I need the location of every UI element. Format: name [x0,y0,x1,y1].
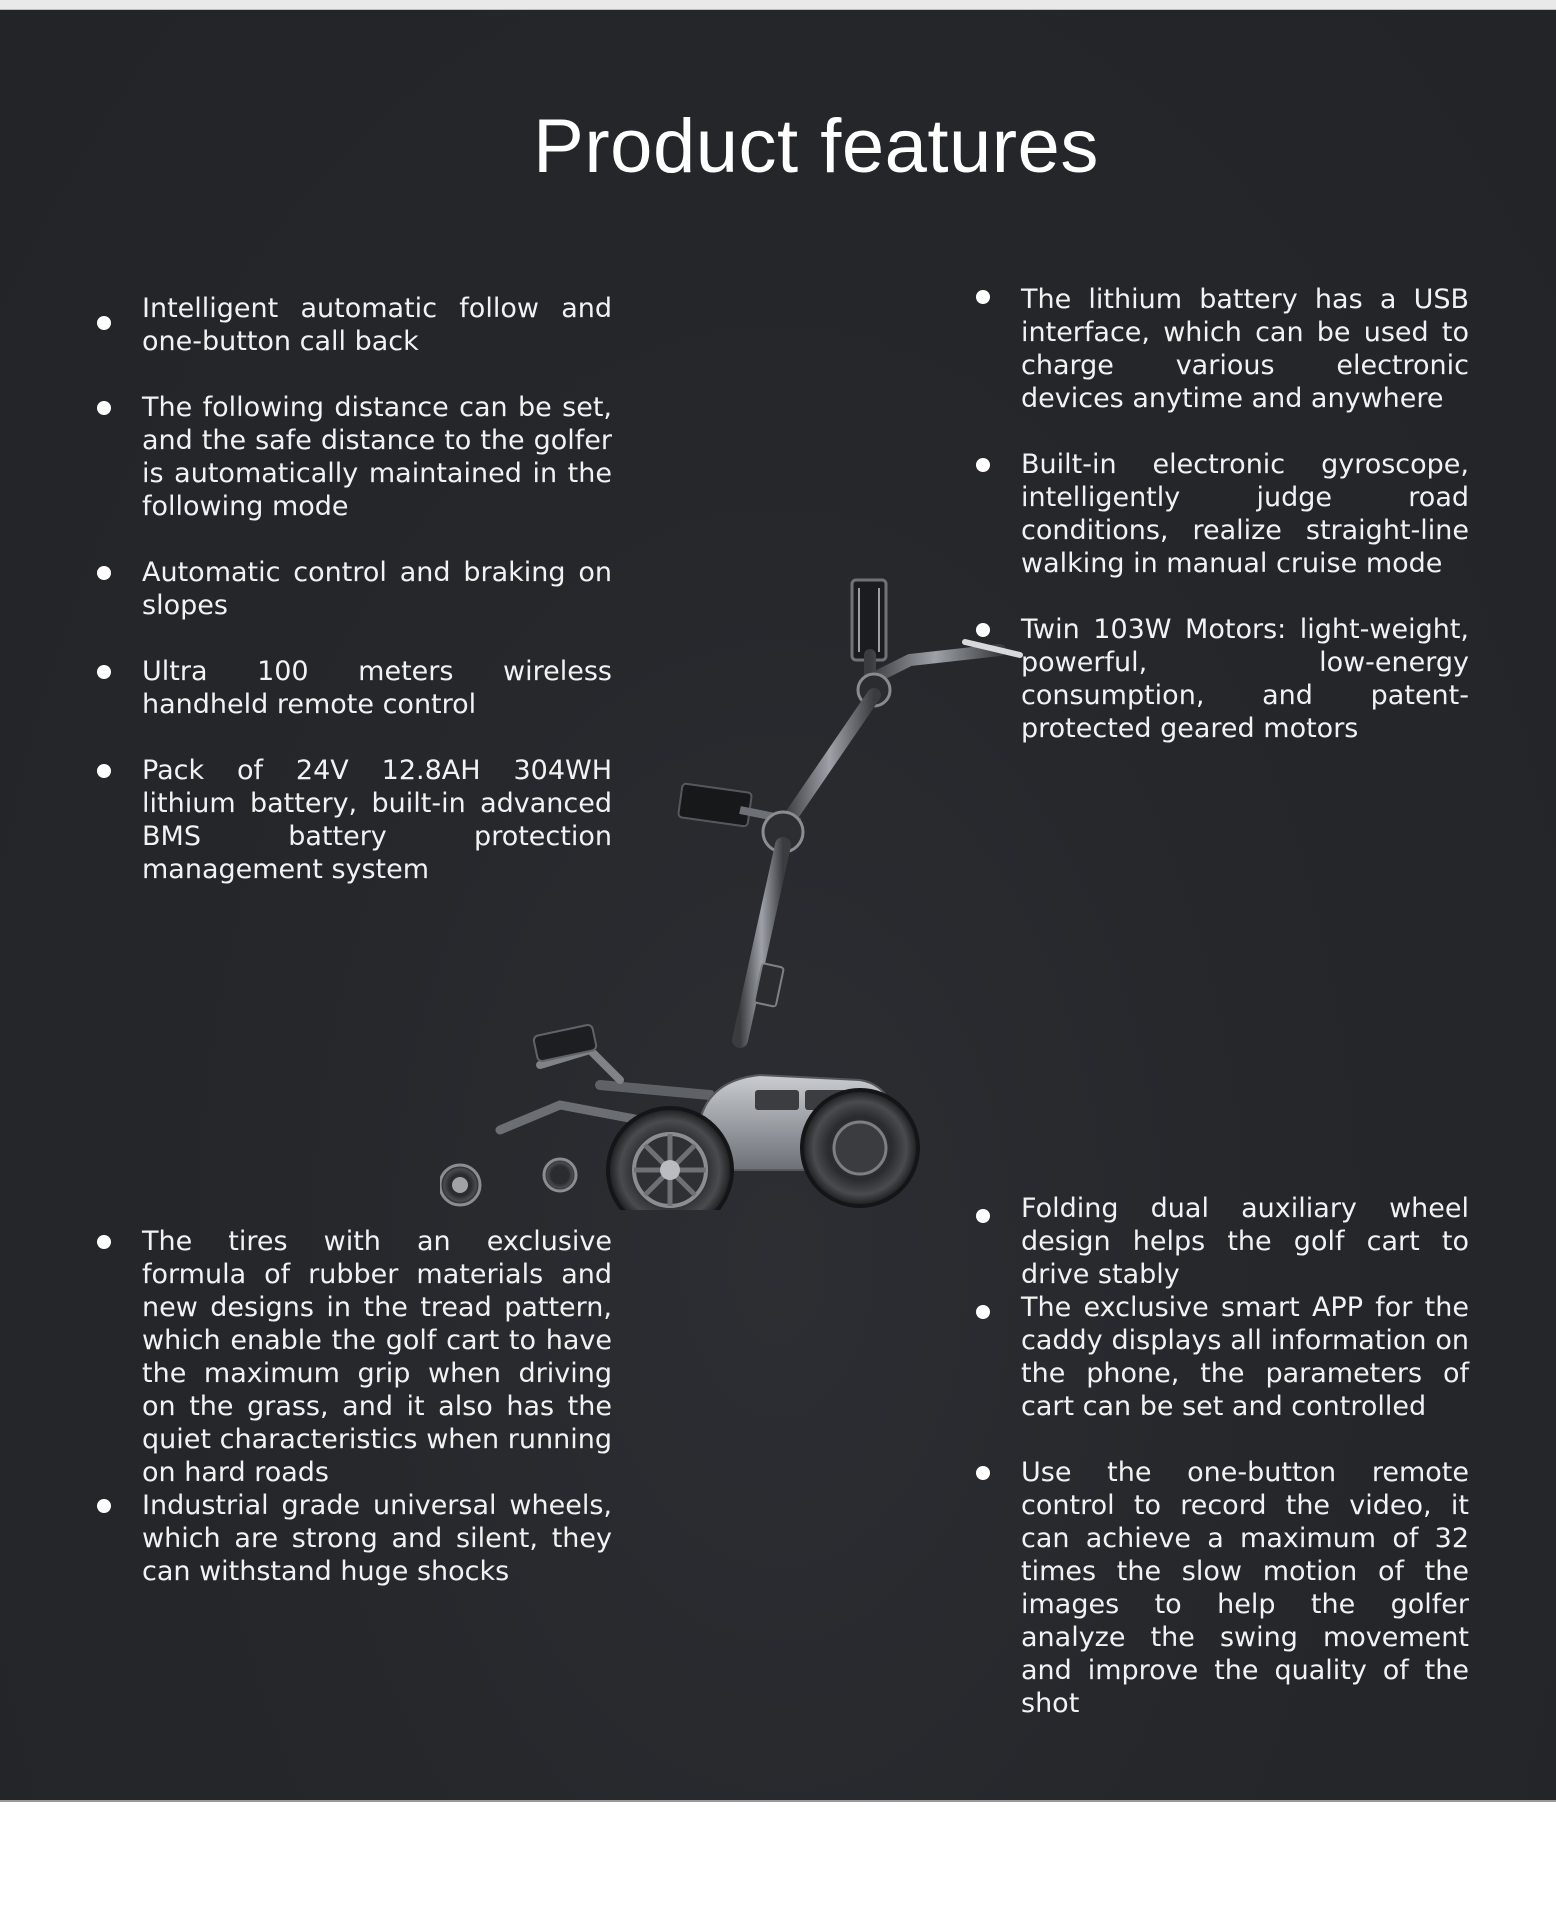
bottom-border [0,1800,1556,1802]
feature-text: Industrial grade universal wheels, which are strong and silent, they can withstand huge shocks [142,1490,612,1587]
bullet-dot-icon [97,566,111,580]
feature-item [1021,448,1469,580]
bullet-dot-icon [97,316,111,330]
feature-text: Use the one-button remote control to record the video, it can achieve a maximum of 32 times the slow motion of the images to help the golfer analyze the swing movement and improve the quality of the shot [1021,1457,1469,1719]
feature-text: The lithium battery has a USB interface, which can be used to charge various electronic devices anytime and anywhere [1021,284,1469,414]
feature-item [1021,1456,1469,1720]
feature-item [142,1225,612,1489]
bullet-dot-icon [976,1209,990,1223]
feature-text: Automatic control and braking on slopes [142,557,612,621]
feature-item [142,1489,612,1588]
feature-text: Twin 103W Motors: light-weight, powerful, low-energy consumption, and patent-protected geared motors [1021,614,1469,744]
feature-item [142,292,612,358]
feature-text: Built-in electronic gyroscope, intelligently judge road conditions, realize straight-line walking in manual cruise mode [1021,449,1469,579]
top-border [0,0,1556,10]
feature-text: The tires with an exclusive formula of rubber materials and new designs in the tread pattern, which enable the golf cart to have the maximum grip when driving on the grass, and it also has the quiet characteristics when running on hard roads [142,1226,612,1488]
bullet-dot-icon [976,290,990,304]
feature-text: Folding dual auxiliary wheel design helps the golf cart to drive stably [1021,1193,1469,1290]
bullet-dot-icon [97,665,111,679]
page-title: Product features [533,104,1099,189]
bullet-dot-icon [97,1499,111,1513]
feature-item [1021,1192,1469,1291]
bullet-dot-icon [97,1235,111,1249]
feature-item [142,391,612,523]
feature-text: The following distance can be set, and the safe distance to the golfer is automatically maintained in the following mode [142,392,612,522]
feature-item [1021,283,1469,415]
feature-text: The exclusive smart APP for the caddy displays all information on the phone, the parameters of cart can be set and controlled [1021,1292,1469,1422]
bullet-dot-icon [976,1305,990,1319]
feature-item [1021,1291,1469,1423]
feature-text: Pack of 24V 12.8AH 304WH lithium battery, built-in advanced BMS battery protection management system [142,755,612,885]
bullet-dot-icon [976,1466,990,1480]
feature-item [1021,613,1469,745]
feature-text: Ultra 100 meters wireless handheld remote control [142,656,612,720]
golf-trolley-image [440,560,1040,1210]
bullet-dot-icon [976,458,990,472]
bullet-dot-icon [97,764,111,778]
bullet-dot-icon [97,401,111,415]
phone-holder-icon [852,580,886,660]
feature-text: Intelligent automatic follow and one-button call back [142,293,612,357]
